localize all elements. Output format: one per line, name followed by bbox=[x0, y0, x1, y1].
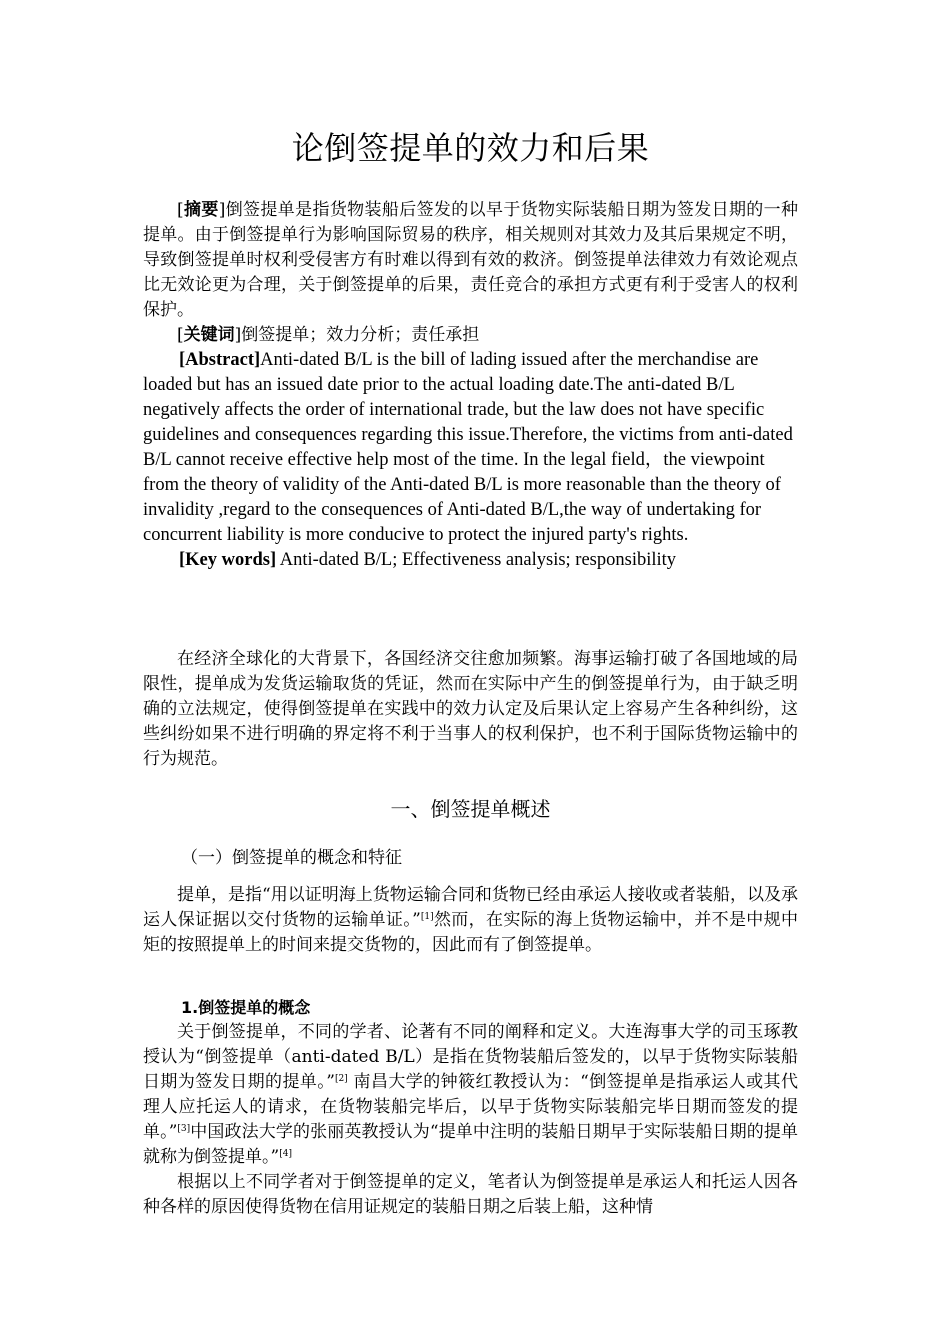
keywords-zh-paragraph: [关键词]倒签提单；效力分析；责任承担 bbox=[177, 325, 480, 345]
abstract-en bbox=[143, 348, 798, 573]
keywords-en-paragraph bbox=[143, 548, 798, 573]
item-body bbox=[143, 1020, 798, 1220]
author-view-paragraph: 根据以上不同学者对于倒签提单的定义，笔者认为倒签提单是承运人和托运人因各种各样的原因使得货物在信用证规定的装船日期之后装上船，这种情 bbox=[143, 1172, 798, 1217]
subsection-heading: （一）倒签提单的概念和特征 bbox=[181, 848, 402, 868]
abstract-en-text: Anti-dated B/L is the bill of lading issued after the merchandise are loaded but has an issued date prior to the actual loading date.The anti-dated B/L negatively affects the order of international trade, but the law does not have specific guidelines and consequences regarding this issue.Therefore, the victims from anti-dated B/L cannot receive effective help most of the time. In the legal field，the viewpoint from the theory of validity of the Anti-dated B/L is more reasonable than the theory of invalidity ,regard to the consequences of Anti-dated B/L,the way of undertaking for concurrent liability is more conducive to protect the injured party's rights. bbox=[143, 350, 793, 545]
definitions-paragraph bbox=[143, 1020, 798, 1170]
subsection-body bbox=[143, 883, 798, 958]
keywords-en-text: Anti-dated B/L; Effectiveness analysis; responsibility bbox=[276, 550, 677, 570]
page-title: 论倒签提单的效力和后果 bbox=[291, 129, 650, 167]
abstract-zh-text: 倒签提单是指货物装船后签发的以早于货物实际装船日期为签发日期的一种提单。由于倒签提单行为影响国际贸易的秩序，相关规则对其效力及其后果规定不明，导致倒签提单时权利受侵害方有时难以得到有效的救济。倒签提单法律效力有效论观点比无效论更为合理，关于倒签提单的后果，责任竞合的承担方式更有利于受害人的权利保护。 bbox=[143, 200, 799, 320]
keywords-zh-label: 关键词 bbox=[183, 325, 235, 345]
citation-ref-1[interactable]: [1] bbox=[420, 912, 434, 922]
intro-paragraph: 在经济全球化的大背景下，各国经济交往愈加频繁。海事运输打破了各国地域的局限性，提单成为发货运输取货的凭证，然而在实际中产生的倒签提单行为，由于缺乏明确的立法规定，使得倒签提单在实践中的效力认定及后果认定上容易产生各种纠纷，这些纠纷如果不进行明确的界定将不利于当事人的权利保护，也不利于国际货物运输中的行为规范。 bbox=[143, 649, 798, 769]
abstract-zh bbox=[143, 198, 798, 348]
intro bbox=[143, 647, 798, 772]
citation-ref-4[interactable]: [4] bbox=[279, 1149, 292, 1159]
definition-text-a: 关于倒签提单，不同的学者、论著有不同的阐释和定义。大连海事大学的司玉琢教授认为“倒签提单（anti-dated B/L）是指在货物装船后签发的，以早于货物实际装船日期为签发日期的提单。” bbox=[143, 1022, 798, 1092]
abstract-en-paragraph bbox=[143, 348, 798, 548]
definition-text-b: 南昌大学的钟筱红教授认为：“倒签提单是指承运人或其代理人应托运人的请求，在货物装船完毕后，以早于货物实际装船完毕日期而签发的提单。” bbox=[143, 1072, 798, 1142]
keywords-zh-text: 倒签提单；效力分析；责任承担 bbox=[241, 325, 480, 345]
bill-of-lading-text-b: 然而，在实际的海上货物运输中，并不是中规中矩的按照提单上的时间来提交货物的，因此而有了倒签提单。 bbox=[143, 910, 798, 955]
bill-of-lading-text-a: 提单，是指“用以证明海上货物运输合同和货物已经由承运人接收或者装船，以及承运人保证据以交付货物的运输单证。” bbox=[143, 885, 798, 930]
citation-ref-3[interactable]: [3] bbox=[177, 1124, 191, 1134]
item-heading: 1.倒签提单的概念 bbox=[181, 998, 311, 1017]
abstract-en-label: [Abstract] bbox=[179, 350, 261, 370]
citation-ref-2[interactable]: [2] bbox=[334, 1074, 348, 1084]
abstract-zh-label: 摘要 bbox=[183, 200, 219, 220]
keywords-en-label: [Key words] bbox=[179, 550, 277, 570]
definition-text-c: 中国政法大学的张丽英教授认为“提单中注明的装船日期早于实际装船日期的提单就称为倒签提单。” bbox=[143, 1122, 798, 1167]
abstract-zh-paragraph: [摘要]倒签提单是指货物装船后签发的以早于货物实际装船日期为签发日期的一种提单。由于倒签提单行为影响国际贸易的秩序，相关规则对其效力及其后果规定不明，导致倒签提单时权利受侵害方有时难以得到有效的救济。倒签提单法律效力有效论观点比无效论更为合理，关于倒签提单的后果，责任竞合的承担方式更有利于受害人的权利保护。 bbox=[143, 200, 799, 320]
bill-of-lading-paragraph bbox=[143, 883, 798, 958]
section-heading: 一、倒签提单概述 bbox=[390, 797, 551, 821]
